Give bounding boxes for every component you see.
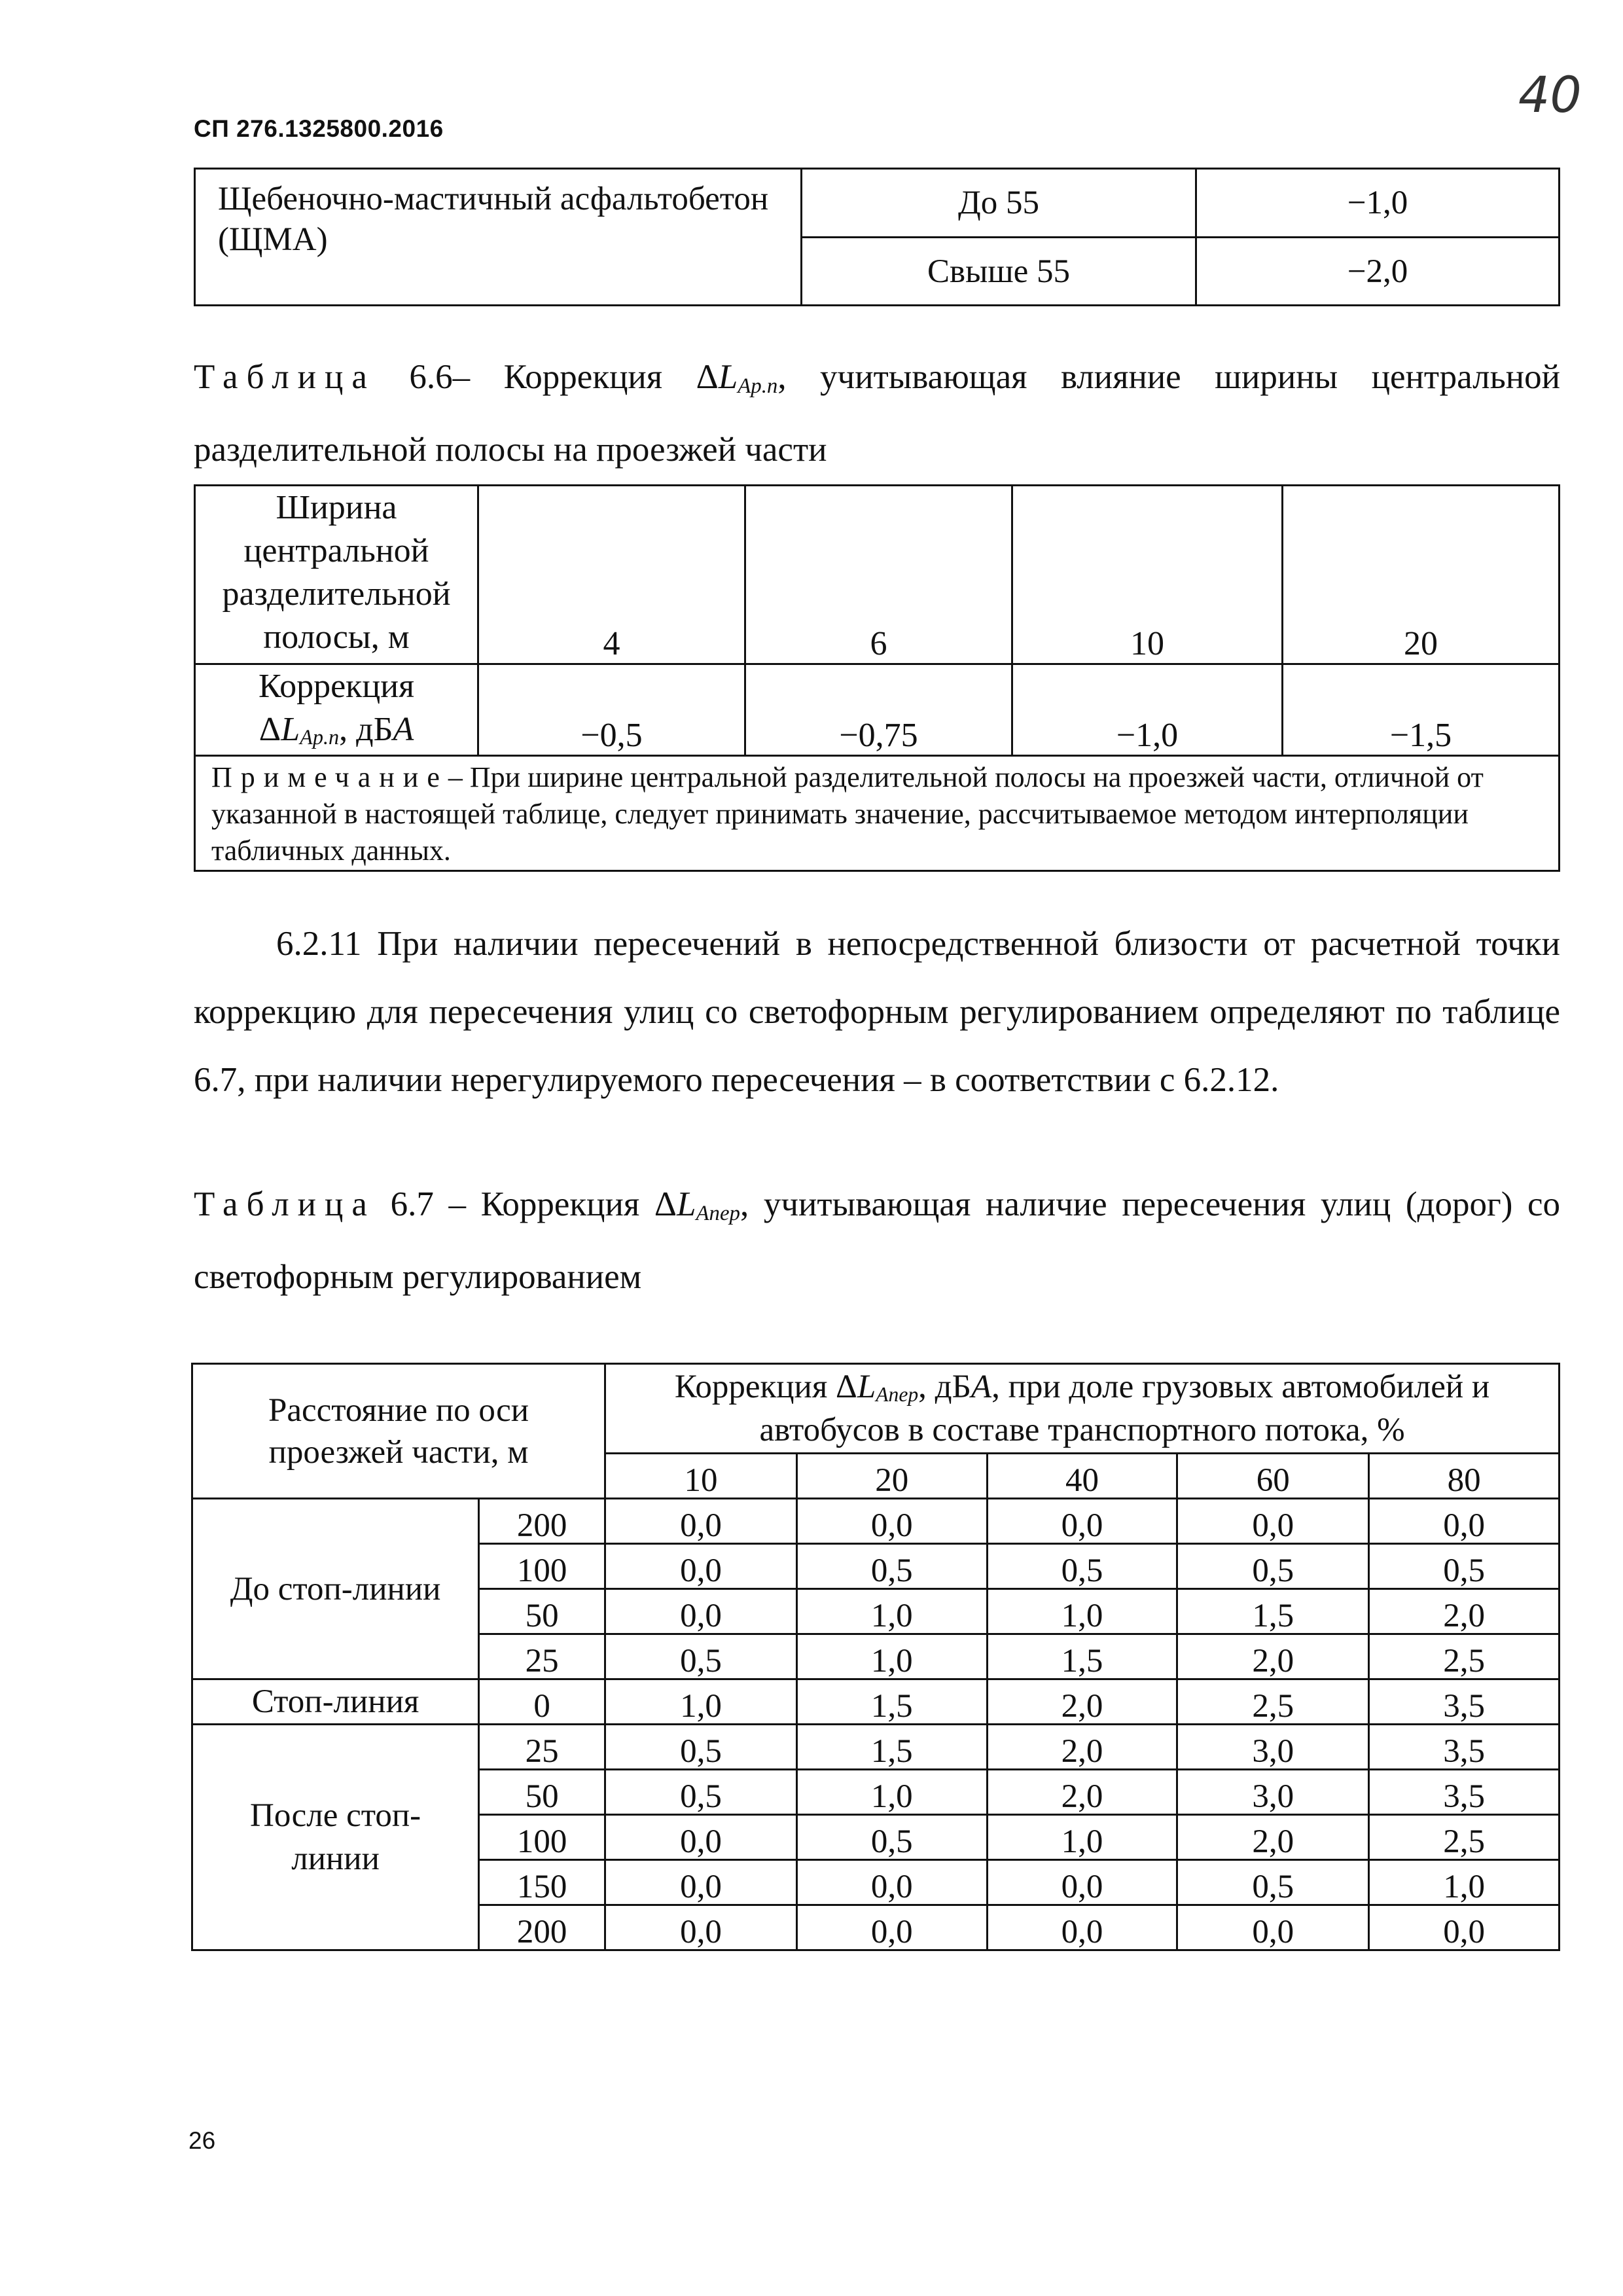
share-header-cell: 20 [796,1454,987,1499]
distance-cell: 25 [479,1634,605,1679]
value-cell: 2,0 [1369,1589,1560,1634]
distance-cell: 25 [479,1725,605,1770]
value-cell: 1,0 [796,1634,987,1679]
note-cell [195,756,1560,871]
value-cell: 0,0 [796,1860,987,1905]
paragraph-6-2-11: 6.2.11 При наличии пересечений в непосредственной близости от расчетной точки коррекцию для пересечения улиц со светофорным регулированием определяют по таблице 6.7, при наличии нерегулируемого пересечения – в соответствии с 6.2.12. [194,925,1560,1099]
value-cell: 1,0 [796,1589,987,1634]
value-cell: 0,0 [605,1499,797,1544]
value-cell: 0,0 [796,1499,987,1544]
note-text: – При ширине центральной разделительной полосы на проезжей части, отличной от указанной в настоящей таблице, следует принимать значение, рассчитываемое методом интерполяции табличных данных. [211,761,1484,867]
correction-header-rest: , при доле грузовых автомобилей и автобусов в составе транспортного потока, % [759,1369,1490,1448]
caption-symbol-sub: Апер [696,1201,740,1225]
value-cell: 0,5 [1369,1544,1560,1589]
width-cell: 10 [1012,486,1283,664]
share-header-cell: 60 [1177,1454,1369,1499]
value-cell: 0,0 [605,1815,797,1860]
value-cell: 1,0 [605,1679,797,1725]
value-cell: 1,5 [796,1725,987,1770]
value-cell: 2,5 [1369,1634,1560,1679]
correction-cell: −1,5 [1283,664,1560,756]
value-cell: 0,0 [987,1905,1177,1950]
asphalt-material: Щебеночно-мастичный асфальтобетон (ЩМА) [195,169,802,306]
asphalt-range: Свыше 55 [802,238,1196,306]
caption-number: 6.6 [409,358,453,396]
table-row [192,1679,1560,1725]
handwritten-page-mark: 40 [1518,65,1582,124]
value-cell: 0,0 [987,1860,1177,1905]
distance-cell: 100 [479,1815,605,1860]
symbol-l: L [718,358,738,396]
value-cell: 0,0 [605,1544,797,1589]
correction-cell: −0,75 [745,664,1012,756]
value-cell: 0,0 [605,1860,797,1905]
correction-sub: Ар.п [300,725,340,749]
width-cell: 6 [745,486,1012,664]
value-cell: 0,5 [605,1725,797,1770]
caption-symbol-sub: Ар.п [738,374,778,398]
distance-cell: 0 [479,1679,605,1725]
value-cell: 0,0 [605,1905,797,1950]
caption-dash: – Коррекция [448,1185,640,1223]
width-header: Ширина центральной разделительной полосы, м [195,486,478,664]
correction-header-a: А [971,1369,992,1405]
distance-cell: 150 [479,1860,605,1905]
group-label: После стоп-линии [192,1725,479,1950]
asphalt-range: До 55 [802,169,1196,238]
table-row [192,1499,1560,1544]
caption-dash: – Коррекция [452,358,663,396]
value-cell: 0,5 [605,1634,797,1679]
value-cell: 2,0 [987,1770,1177,1815]
page-number: 26 [188,2127,216,2154]
distance-cell: 50 [479,1589,605,1634]
value-cell: 2,0 [1177,1815,1369,1860]
value-cell: 0,5 [1177,1544,1369,1589]
correction-label-cell: Коррекция $\Delta L_{Ар.п}$, дБА [195,664,478,756]
share-header-cell: 10 [605,1454,797,1499]
value-cell: 1,5 [987,1634,1177,1679]
value-cell: 0,5 [1177,1860,1369,1905]
correction-cell: −0,5 [478,664,745,756]
value-cell: 3,0 [1177,1770,1369,1815]
correction-header-sub: Апер [876,1383,919,1407]
value-cell: 0,0 [1369,1499,1560,1544]
value-cell: 0,5 [796,1544,987,1589]
asphalt-table [194,168,1560,306]
value-cell: 0,5 [796,1815,987,1860]
distance-cell: 50 [479,1770,605,1815]
value-cell: 2,0 [987,1679,1177,1725]
value-cell: 3,5 [1369,1770,1560,1815]
value-cell: 2,0 [987,1725,1177,1770]
value-cell: 1,5 [1177,1589,1369,1634]
value-cell: 1,0 [1369,1860,1560,1905]
correction-label: Коррекция [258,668,414,705]
value-cell: 2,0 [1177,1634,1369,1679]
distance-cell: 200 [479,1905,605,1950]
caption-label: Таблица [194,358,376,396]
value-cell: 0,0 [1177,1905,1369,1950]
document-code: СП 276.1325800.2016 [194,115,444,142]
asphalt-value: −2,0 [1196,238,1560,306]
value-cell: 0,0 [1177,1499,1369,1544]
value-cell: 3,5 [1369,1725,1560,1770]
table-row [192,1725,1560,1770]
caption-rest: , учитывающая наличие пересечения улиц (дорог) со светофорным регулированием [194,1185,1561,1296]
table-6-7-caption: Таблица 6.7 – Коррекция $\Delta L_{Апер}$, учитывающая наличие пересечения улиц (дорог) со светофорным регулированием [194,1185,1561,1296]
correction-header-post: , дБ [918,1369,971,1405]
share-header-cell: 80 [1369,1454,1560,1499]
correction-unit: , дБ [339,711,393,748]
note-label: Примечание [211,761,448,793]
value-cell: 1,0 [987,1815,1177,1860]
value-cell: 0,0 [796,1905,987,1950]
caption-number: 6.7 [390,1185,434,1223]
value-cell: 2,5 [1177,1679,1369,1725]
group-label: До стоп-линии [192,1499,479,1679]
value-cell: 3,0 [1177,1725,1369,1770]
asphalt-value: −1,0 [1196,169,1560,238]
value-cell: 0,0 [605,1589,797,1634]
correction-header-pre: Коррекция [674,1369,828,1405]
width-cell: 4 [478,486,745,664]
value-cell: 0,0 [1369,1905,1560,1950]
value-cell: 0,5 [605,1770,797,1815]
value-cell: 0,0 [987,1499,1177,1544]
value-cell: 2,5 [1369,1815,1560,1860]
caption-label: Таблица [194,1185,376,1223]
table-6-6-caption: Таблица 6.6– Коррекция $\Delta L_{Ар.п}$, учитывающая влияние ширины центральной разделительной полосы на проезжей части [194,358,1561,469]
value-cell: 1,5 [796,1679,987,1725]
table-6-7 [191,1363,1560,1951]
value-cell: 3,5 [1369,1679,1560,1725]
correction-cell: −1,0 [1012,664,1283,756]
distance-header: Расстояние по оси проезжей части, м [192,1364,605,1499]
distance-cell: 100 [479,1544,605,1589]
correction-unit-a: А [393,711,414,748]
table-6-6 [194,484,1560,872]
distance-cell: 200 [479,1499,605,1544]
value-cell: 0,5 [987,1544,1177,1589]
value-cell: 1,0 [987,1589,1177,1634]
group-label: Стоп-линия [192,1679,479,1725]
share-header-cell: 40 [987,1454,1177,1499]
width-cell: 20 [1283,486,1560,664]
caption-rest: , учитывающая влияние ширины центральной разделительной полосы на проезжей части [194,358,1561,469]
correction-header: Коррекция $\Delta L_{Апер}$, дБА, при доле грузовых автомобилей и автобусов в составе транспортного потока, % [605,1364,1560,1454]
value-cell: 1,0 [796,1770,987,1815]
